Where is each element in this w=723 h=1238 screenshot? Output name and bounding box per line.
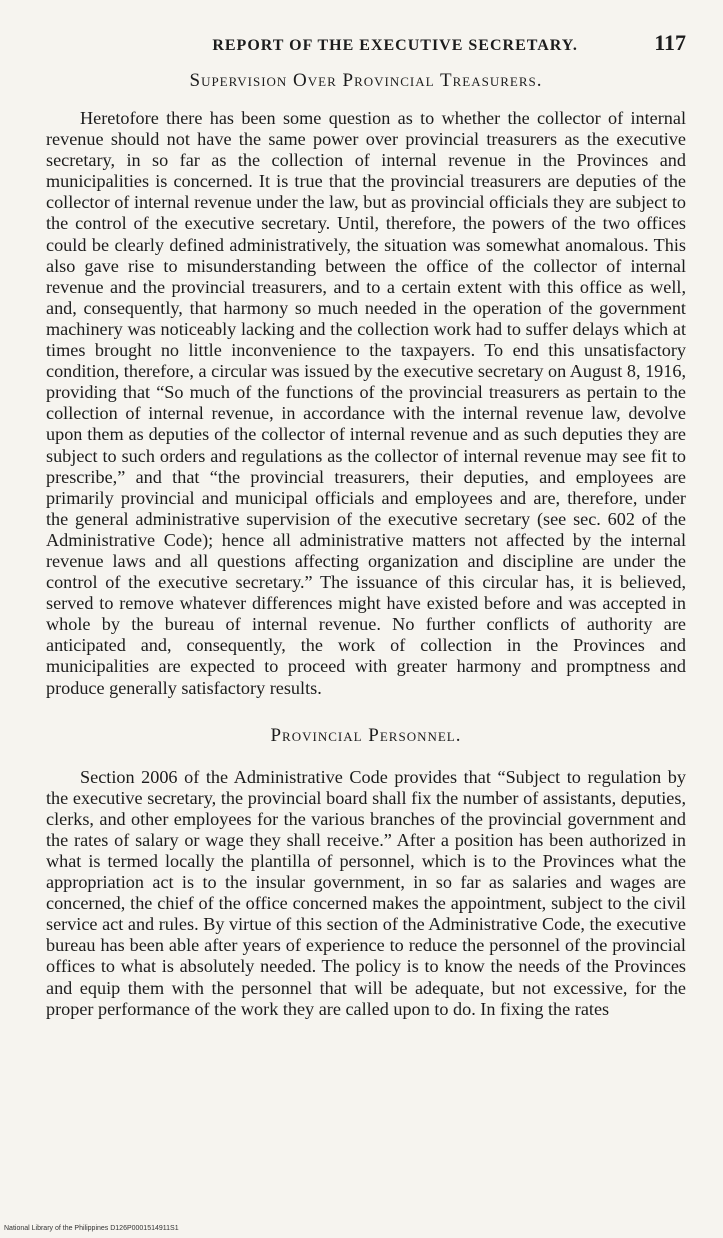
document-page (46, 30, 686, 1020)
archive-footer: National Library of the Philippines D126P0001514911S1 (4, 1225, 179, 1232)
running-head-title: REPORT OF THE EXECUTIVE SECRETARY. (212, 37, 578, 54)
running-head (46, 30, 686, 60)
section-heading-personnel: Provincial Personnel. (270, 724, 462, 746)
section-heading-supervision: Supervision Over Provincial Treasurers. (189, 70, 543, 91)
paragraph-supervision: Heretofore there has been some question as to whether the collector of internal revenue should not have the same power over provincial treasurers as the executive secretary, in so far as the collection of internal revenue in the Provinces and municipalities is concerned. It is true that the provincial treasurers are deputies of the collector of internal revenue under the law, but as provincial officials they are subject to the control of the executive secretary. Until, therefore, the powers of the two offices could be clearly defined administratively, the situation was somewhat anomalous. This also gave rise to misunderstanding between the office of the collector of internal revenue and the provincial treasurers, and to a certain extent with this office as well, and, consequently, that harmony so much needed in the operation of the government machinery was noticeably lacking and the collection work had to suffer delays which at times brought no little inconvenience to the taxpayers. To end this unsatisfactory condition, therefore, a circular was issued by the executive secretary on August 8, 1916, providing that “So much of the functions of the provincial treasurers as pertain to the collection of internal revenue, in accordance with the internal revenue law, devolve upon them as deputies of the collector of internal revenue and as such deputies they are subject to such orders and regulations as the collector of internal revenue may see fit to prescribe,” and that “the provincial treasurers, their deputies, and employees are primarily provincial and municipal officials and employees and are, therefore, under the general administrative supervision of the executive secretary (see sec. 602 of the Administrative Code); hence all administrative matters not affected by the internal revenue laws and all questions affecting organization and discipline are under the control of the executive secretary.” The issuance of this circular has, it is believed, served to remove whatever differences might have existed before and was accepted in whole by the bureau of internal revenue. No further conflicts of authority are anticipated and, consequently, the work of collection in the Provinces and municipalities are expected to proceed with greater harmony and promptness and produce generally satisfactory results. (46, 108, 686, 698)
paragraph-personnel: Section 2006 of the Administrative Code provides that “Subject to regulation by the executive secretary, the provincial board shall fix the number of assistants, deputies, clerks, and other employees for the various branches of the provincial government and the rates of salary or wage they shall receive.” After a position has been authorized in what is termed locally the plantilla of personnel, which is to the Provinces what the appropriation act is to the insular government, in so far as salaries and wages are concerned, the chief of the office concerned makes the appointment, subject to the civil service act and rules. By virtue of this section of the Administrative Code, the executive bureau has been able after years of experience to reduce the personnel of the provincial offices to what is absolutely needed. The policy is to know the needs of the Provinces and equip them with the personnel that will be adequate, but not excessive, for the proper performance of the work they are called upon to do. In fixing the rates (46, 766, 686, 1019)
page-number: 117 (654, 30, 686, 55)
